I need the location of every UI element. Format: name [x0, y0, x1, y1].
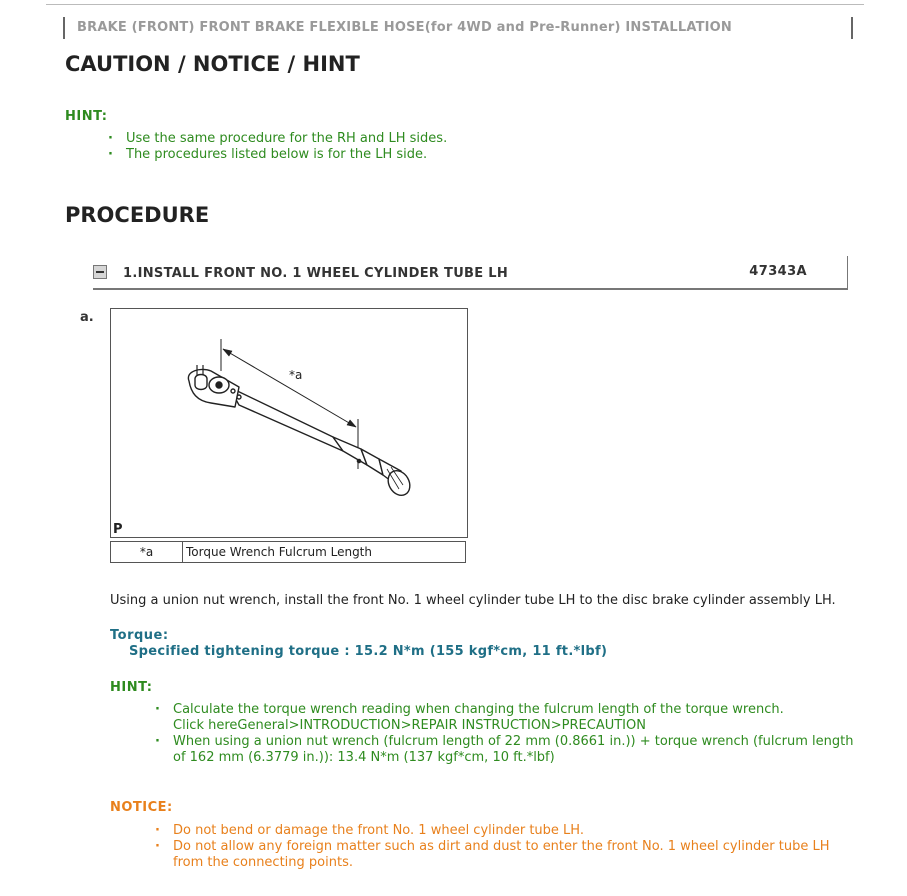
list-item: · Do not bend or damage the front No. 1 wheel cylinder tube LH.	[155, 823, 855, 839]
torque-wrench-illustration	[111, 309, 467, 537]
hint-label: HINT:	[65, 109, 108, 124]
illustration-frame	[110, 308, 468, 538]
step-header	[93, 256, 848, 290]
figure-corner-letter: P	[113, 522, 123, 537]
figure-legend	[110, 541, 466, 563]
legend-key: *a	[111, 542, 183, 562]
top-divider	[46, 4, 864, 5]
hint-item-text: · Calculate the torque wrench reading when changing the fulcrum length of the torque wrench.	[173, 702, 784, 717]
hint-list-2	[155, 702, 855, 766]
callout-a: *a	[289, 368, 303, 382]
caution-title: CAUTION / NOTICE / HINT	[65, 52, 360, 76]
torque-label: Torque:	[110, 628, 169, 643]
list-item: · When using a union nut wrench (fulcrum length of 22 mm (0.8661 in.)) + torque wrench (fulcrum length of 162 mm (6.3779 in.)): 13.4 N*m (137 kgf*cm, 10 ft.*lbf)	[155, 734, 855, 766]
list-item: · Use the same procedure for the RH and LH sides.	[108, 131, 808, 147]
legend-value: Torque Wrench Fulcrum Length	[186, 545, 372, 559]
collapse-toggle-icon[interactable]	[93, 265, 107, 279]
step-code: 47343A	[749, 264, 807, 279]
precaution-link[interactable]: Click hereGeneral>INTRODUCTION>REPAIR INSTRUCTION>PRECAUTION	[173, 718, 646, 733]
substep-label: a.	[80, 310, 94, 325]
hint-list	[108, 131, 808, 163]
notice-list	[155, 823, 855, 871]
notice-label: NOTICE:	[110, 800, 173, 815]
hint-label-2: HINT:	[110, 680, 153, 695]
instruction-text: Using a union nut wrench, install the front No. 1 wheel cylinder tube LH to the disc brake cylinder assembly LH.	[110, 593, 836, 608]
list-item: · Do not allow any foreign matter such as dirt and dust to enter the front No. 1 wheel cylinder tube LH from the connecting points.	[155, 839, 855, 871]
breadcrumb	[63, 17, 853, 39]
list-item: · The procedures listed below is for the LH side.	[108, 147, 808, 163]
torque-value: Specified tightening torque : 15.2 N*m (155 kgf*cm, 11 ft.*lbf)	[129, 644, 608, 659]
step-title: 1.INSTALL FRONT NO. 1 WHEEL CYLINDER TUBE LH	[123, 266, 509, 281]
breadcrumb-text: BRAKE (FRONT) FRONT BRAKE FLEXIBLE HOSE(for 4WD and Pre-Runner) INSTALLATION	[77, 20, 733, 35]
procedure-title: PROCEDURE	[65, 203, 210, 227]
list-item	[155, 702, 855, 734]
